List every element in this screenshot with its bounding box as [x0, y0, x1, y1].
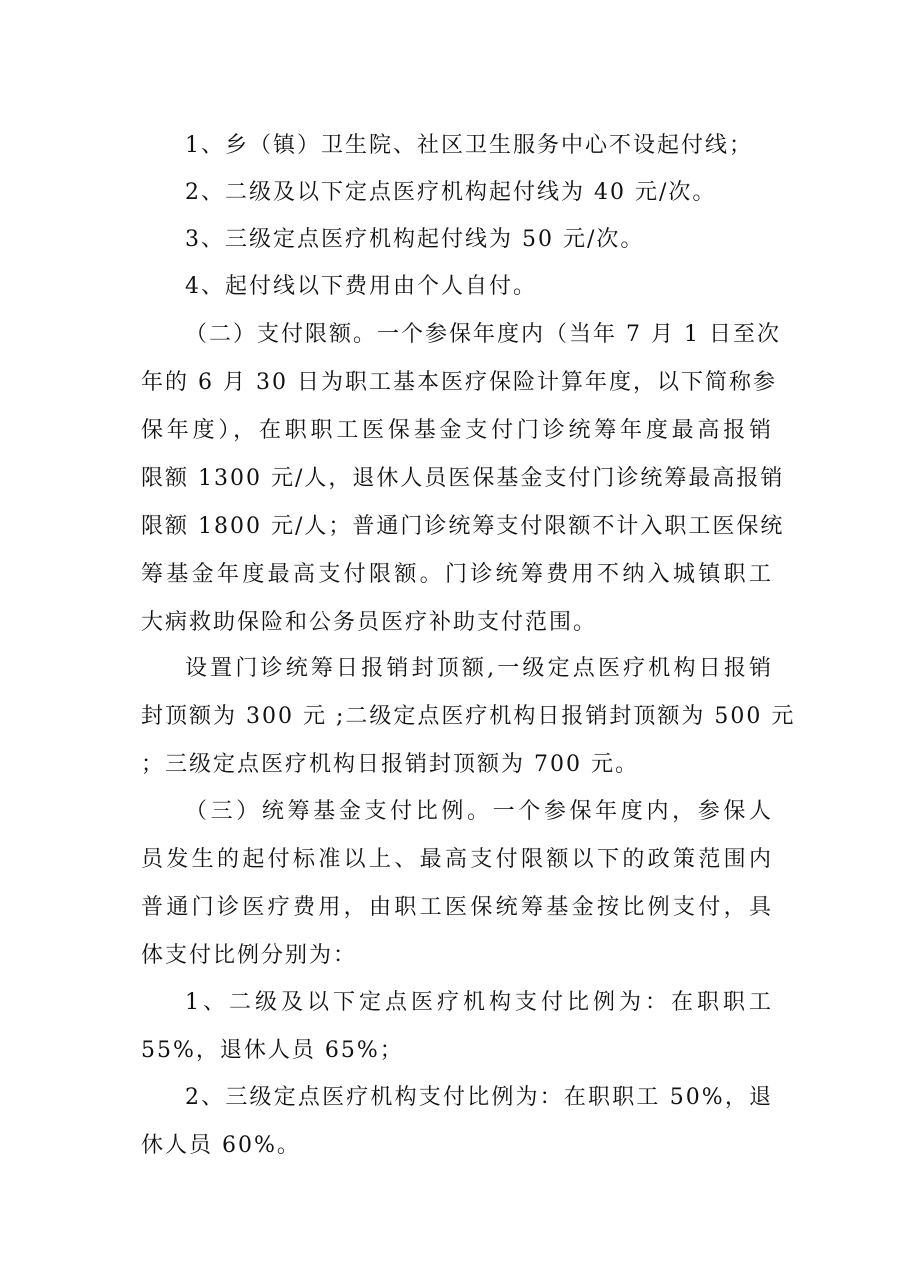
paragraph-line: 设置门诊统筹日报销封顶额,一级定点医疗机构日报销: [185, 656, 773, 681]
paragraph-line: （二）支付限额。一个参保年度内（当年 7 月 1 日至次: [185, 322, 781, 347]
paragraph-line: 4、起付线以下费用由个人自付。: [185, 274, 537, 299]
paragraph-line: 员发生的起付标准以上、最高支付限额以下的政策范围内: [141, 847, 773, 872]
paragraph-line: 筹基金年度最高支付限额。门诊统筹费用不纳入城镇职工: [141, 562, 773, 587]
paragraph-line: 3、三级定点医疗机构起付线为 50 元/次。: [185, 227, 645, 252]
paragraph-line: 封顶额为 300 元 ;二级定点医疗机构日报销封顶额为 500 元: [141, 704, 796, 729]
paragraph-line: 休人员 60%。: [141, 1133, 301, 1158]
paragraph-line: 保年度），在职职工医保基金支付门诊统筹年度最高报销: [141, 418, 773, 443]
paragraph-line: 大病救助保险和公务员医疗补助支付范围。: [141, 610, 598, 635]
paragraph-line: 2、二级及以下定点医疗机构起付线为 40 元/次。: [185, 180, 717, 205]
paragraph-line: （三）统筹基金支付比例。一个参保年度内，参保人: [185, 799, 773, 824]
paragraph-line: ；三级定点医疗机构日报销封顶额为 700 元。: [141, 752, 639, 777]
paragraph-line: 限额 1800 元/人；普通门诊统筹支付限额不计入职工医保统: [141, 514, 785, 539]
paragraph-line: 1、二级及以下定点医疗机构支付比例为：在职职工: [185, 990, 773, 1015]
paragraph-line: 55%，退休人员 65%；: [141, 1038, 404, 1063]
paragraph-line: 体支付比例分别为：: [141, 943, 358, 968]
paragraph-line: 限额 1300 元/人，退休人员医保基金支付门诊统筹最高报销: [141, 466, 785, 491]
paragraph-line: 1、乡（镇）卫生院、社区卫生服务中心不设起付线；: [185, 133, 753, 158]
paragraph-line: 普通门诊医疗费用，由职工医保统筹基金按比例支付，具: [141, 895, 773, 920]
paragraph-line: 2、三级定点医疗机构支付比例为：在职职工 50%，退: [185, 1085, 773, 1110]
paragraph-line: 年的 6 月 30 日为职工基本医疗保险计算年度，以下简称参: [141, 370, 777, 395]
